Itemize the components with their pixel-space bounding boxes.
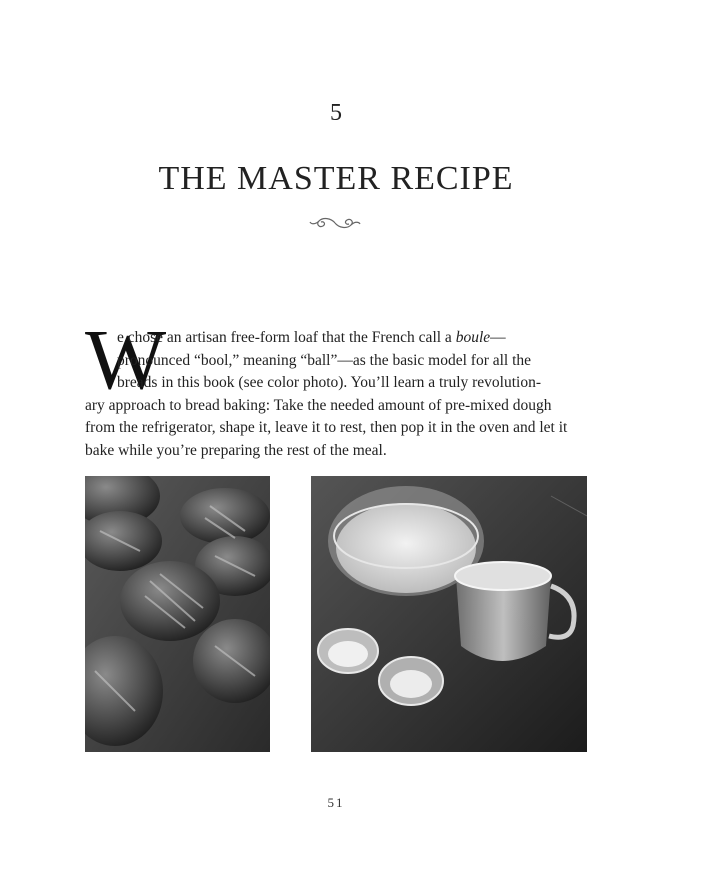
flour-water-ingredients-photo	[311, 476, 587, 752]
intro-line: e chose an artisan free-form loaf that the French call a boule—	[117, 329, 506, 346]
intro-paragraph	[85, 327, 590, 463]
drop-cap: W	[85, 311, 167, 407]
scroll-ornament-icon	[309, 210, 361, 236]
intro-line: ary approach to bread baking: Take the needed amount of pre-mixed dough	[85, 396, 552, 414]
chapter-title: THE MASTER RECIPE	[158, 160, 514, 197]
bread-loaves-photo	[85, 476, 270, 752]
intro-line: pronounced “bool,” meaning “ball”—as the basic model for all the	[117, 351, 532, 369]
page-number: 51	[327, 795, 345, 810]
chapter-number: 5	[330, 100, 342, 126]
intro-line: bake while you’re preparing the rest of the meal.	[85, 441, 387, 459]
intro-line: breads in this book (see color photo). You’ll learn a truly revolution-	[117, 374, 542, 392]
intro-line: from the refrigerator, shape it, leave it to rest, then pop it in the oven and let it	[85, 419, 568, 437]
